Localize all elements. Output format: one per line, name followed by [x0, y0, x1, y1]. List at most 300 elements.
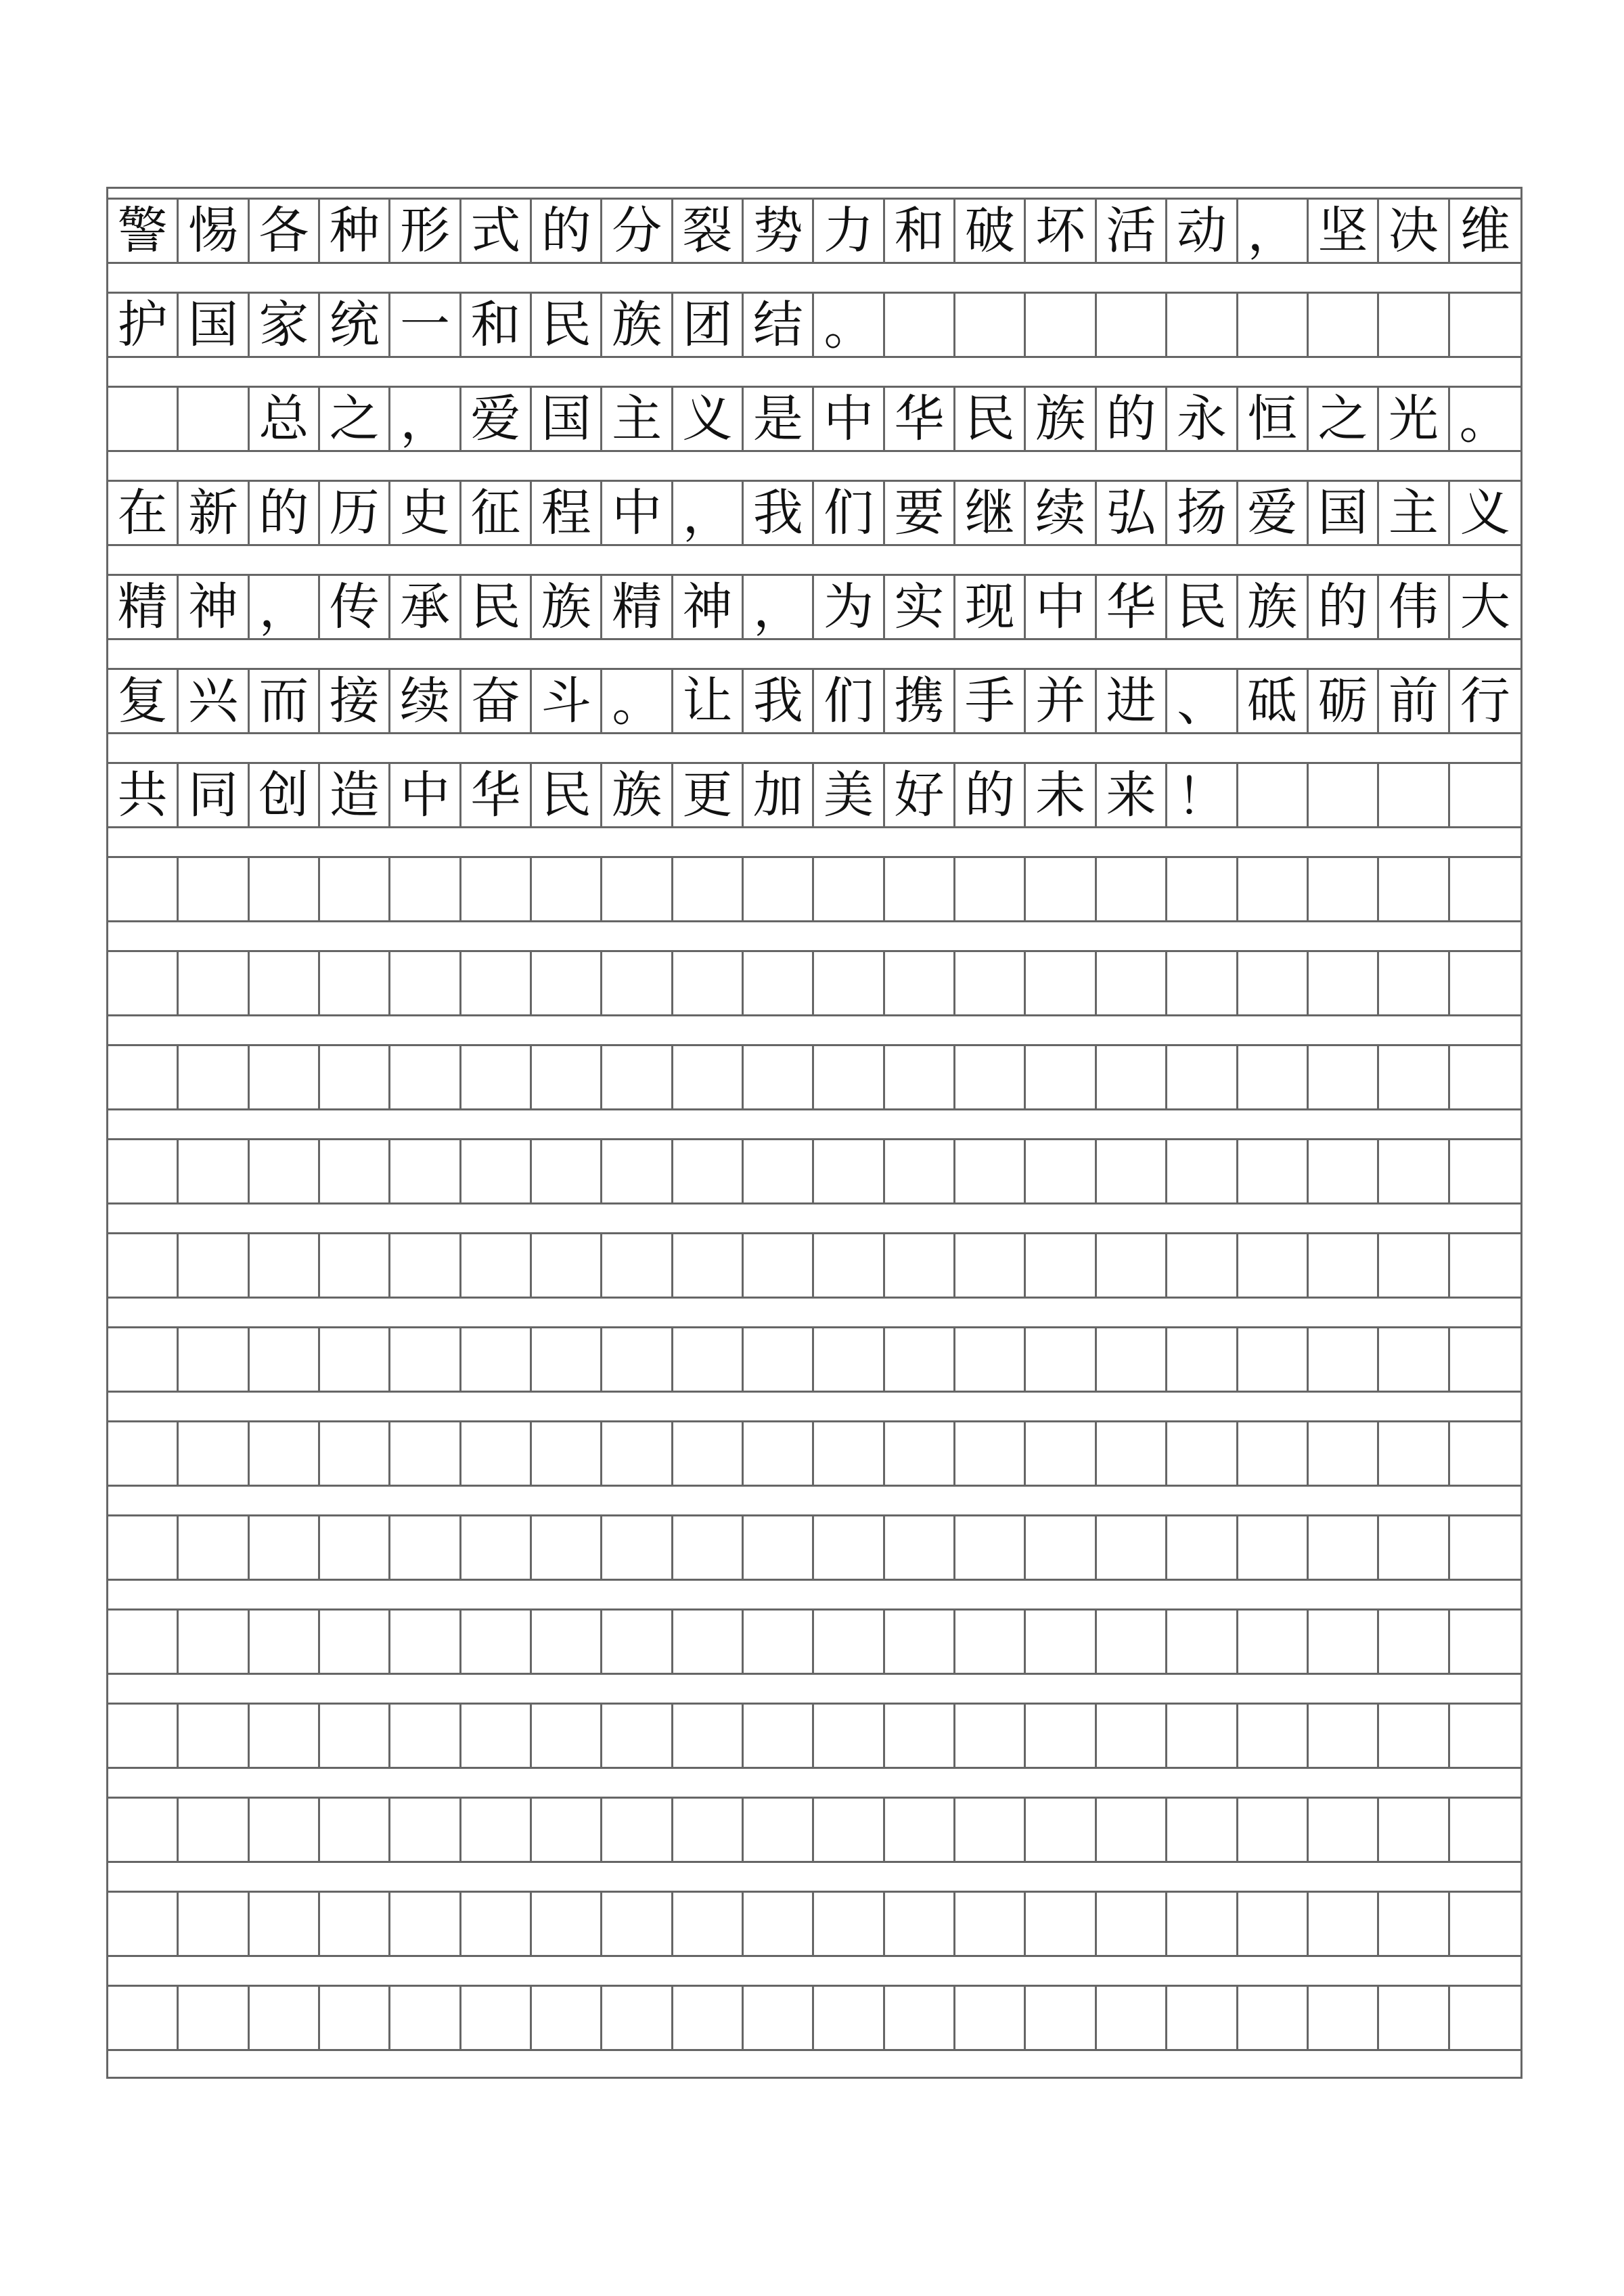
grid-cell	[673, 1705, 744, 1767]
grid-cell	[673, 1234, 744, 1297]
grid-cell: 实	[885, 576, 955, 638]
grid-cell: 好	[885, 764, 955, 826]
grid-cell: 的	[250, 482, 320, 544]
grid-cell: 光	[1379, 388, 1449, 450]
grid-cell	[1167, 1987, 1238, 2049]
grid-cell: 结	[744, 294, 814, 356]
grid-cell	[1450, 952, 1520, 1014]
grid-cell: 弘	[1097, 482, 1167, 544]
grid-row	[108, 1420, 1520, 1487]
grid-cell	[673, 1611, 744, 1673]
grid-row	[108, 668, 1520, 734]
grid-cell	[1379, 1046, 1449, 1108]
grid-row	[108, 1797, 1520, 1863]
grid-cell	[1450, 1234, 1520, 1297]
grid-cell	[955, 1799, 1026, 1861]
grid-row	[108, 386, 1520, 452]
grid-cell	[179, 1046, 249, 1108]
grid-cell	[1026, 1516, 1096, 1579]
grid-cell	[1097, 1140, 1167, 1202]
grid-cell	[532, 1893, 602, 1955]
grid-cell	[250, 1328, 320, 1391]
grid-cell: 中	[1026, 576, 1096, 638]
grid-cell	[1097, 1234, 1167, 1297]
grid-cell	[885, 1516, 955, 1579]
grid-cell	[744, 1328, 814, 1391]
grid-cell	[250, 858, 320, 920]
grid-cell	[1450, 294, 1520, 356]
grid-cell	[955, 1893, 1026, 1955]
grid-row	[108, 1044, 1520, 1110]
grid-cell: 手	[955, 670, 1026, 732]
grid-cell	[1097, 1799, 1167, 1861]
grid-cell	[390, 1234, 461, 1297]
grid-cell	[673, 1422, 744, 1485]
grid-cell: 民	[532, 294, 602, 356]
grid-cell	[461, 1140, 532, 1202]
grid-cell: 们	[814, 482, 884, 544]
grid-cell	[1238, 1799, 1309, 1861]
grid-cell: 让	[673, 670, 744, 732]
grid-cell	[1167, 1140, 1238, 1202]
grid-cell	[461, 858, 532, 920]
grid-cell: 国	[1309, 482, 1379, 544]
grid-cell: 团	[673, 294, 744, 356]
grid-cell: 主	[602, 388, 673, 450]
grid-cell	[955, 858, 1026, 920]
grid-cell: 。	[1459, 392, 1510, 450]
grid-cell	[1238, 1422, 1309, 1485]
grid-cell	[108, 1799, 179, 1861]
grid-cell: 民	[461, 576, 532, 638]
grid-cell	[1167, 294, 1238, 356]
grid-cell	[814, 1422, 884, 1485]
grid-cell	[885, 858, 955, 920]
grid-cell	[1309, 1516, 1379, 1579]
grid-cell	[1309, 1046, 1379, 1108]
grid-cell: 的	[532, 200, 602, 262]
grid-row	[108, 1703, 1520, 1769]
grid-cell: 爱	[461, 388, 532, 450]
grid-cell: 国	[532, 388, 602, 450]
grid-cell: 族	[532, 576, 602, 638]
grid-cell	[1026, 1611, 1096, 1673]
grid-cell	[885, 1893, 955, 1955]
grid-cell: 家	[250, 294, 320, 356]
grid-cell: 永	[1167, 388, 1238, 450]
grid-cell	[1450, 1046, 1520, 1108]
grid-cell	[1379, 1140, 1449, 1202]
grid-cell	[1238, 1516, 1309, 1579]
grid-cell: 义	[673, 388, 744, 450]
grid-cell: 护	[108, 294, 179, 356]
grid-cell	[1450, 1611, 1520, 1673]
grid-cell: 神	[673, 576, 744, 638]
grid-cell: 行	[1460, 672, 1510, 730]
grid-cell	[532, 952, 602, 1014]
grid-cell	[1450, 1140, 1520, 1202]
grid-cell: 民	[1167, 576, 1238, 638]
grid-cell	[390, 1705, 461, 1767]
grid-cell	[1097, 1987, 1167, 2049]
grid-cell: 造	[320, 764, 390, 826]
grid-cell	[108, 952, 179, 1014]
grid-cell	[673, 1516, 744, 1579]
grid-cell	[602, 1234, 673, 1297]
grid-cell: 兴	[179, 670, 249, 732]
grid-cell: 新	[179, 482, 249, 544]
grid-cell	[1238, 1234, 1309, 1297]
grid-cell	[744, 952, 814, 1014]
grid-cell	[108, 1705, 179, 1767]
grid-cell	[179, 1987, 249, 2049]
grid-cell: 族	[1238, 576, 1309, 638]
grid-cell: 程	[532, 482, 602, 544]
grid-cell	[461, 1611, 532, 1673]
grid-cell	[250, 1987, 320, 2049]
grid-cell	[1097, 1046, 1167, 1108]
grid-row	[108, 1232, 1520, 1299]
grid-cell: 在	[108, 482, 179, 544]
grid-cell: 继	[955, 482, 1026, 544]
grid-cell	[1379, 294, 1449, 356]
grid-cell	[1097, 1611, 1167, 1673]
grid-cell: 华	[461, 764, 532, 826]
grid-cell	[673, 858, 744, 920]
grid-cell: 族	[602, 294, 673, 356]
grid-cell	[1309, 858, 1379, 920]
grid-cell: 要	[885, 482, 955, 544]
grid-cell	[955, 1046, 1026, 1108]
grid-cell	[461, 952, 532, 1014]
grid-cell	[673, 952, 744, 1014]
grid-cell	[179, 1234, 249, 1297]
grid-cell	[1167, 1422, 1238, 1485]
grid-cell: 族	[602, 764, 673, 826]
grid-cell	[814, 1611, 884, 1673]
grid-cell	[1026, 858, 1096, 920]
grid-cell	[814, 1987, 884, 2049]
grid-cell	[744, 1893, 814, 1955]
grid-cell: ，	[1238, 200, 1309, 262]
grid-cell	[744, 1516, 814, 1579]
grid-cell	[390, 1611, 461, 1673]
grid-cell	[602, 858, 673, 920]
grid-cell: 中	[602, 482, 673, 544]
grid-cell: 一	[390, 294, 461, 356]
grid-cell	[1167, 1046, 1238, 1108]
grid-cell	[1450, 1893, 1520, 1955]
grid-cell: 奋	[461, 670, 532, 732]
grid-cell	[1097, 1328, 1167, 1391]
grid-cell	[1026, 1705, 1096, 1767]
grid-cell	[461, 1893, 532, 1955]
grid-cell: 。	[602, 670, 673, 732]
grid-cell	[1026, 1987, 1096, 2049]
grid-cell	[955, 1705, 1026, 1767]
grid-cell	[673, 1140, 744, 1202]
grid-cell	[108, 1234, 179, 1297]
grid-cell	[1026, 1799, 1096, 1861]
grid-cell	[532, 1046, 602, 1108]
grid-cell	[1097, 1516, 1167, 1579]
grid-cell	[1450, 1705, 1520, 1767]
grid-cell	[390, 1046, 461, 1108]
grid-cell: 来	[1097, 764, 1167, 826]
grid-cell	[1026, 1422, 1096, 1485]
grid-cell	[108, 1422, 179, 1485]
grid-cell	[1379, 1893, 1449, 1955]
grid-cell: 复	[108, 670, 179, 732]
grid-cell	[602, 1893, 673, 1955]
grid-cell: 华	[1097, 576, 1167, 638]
grid-cell: 族	[1026, 388, 1096, 450]
grid-cell	[1379, 1799, 1449, 1861]
grid-cell: 砺	[1309, 670, 1379, 732]
grid-cell	[108, 1516, 179, 1579]
grid-cell	[320, 858, 390, 920]
grid-cell	[1026, 1893, 1096, 1955]
grid-cell	[1309, 952, 1379, 1014]
grid-cell	[1026, 952, 1096, 1014]
grid-cell	[885, 1799, 955, 1861]
grid-cell: 续	[1026, 482, 1096, 544]
grid-cell	[320, 1422, 390, 1485]
grid-cell	[1309, 1140, 1379, 1202]
grid-cell	[461, 1234, 532, 1297]
grid-cell: 而	[250, 670, 320, 732]
grid-row	[108, 856, 1520, 922]
grid-cell	[885, 1046, 955, 1108]
grid-cell	[1450, 1987, 1520, 2049]
grid-cell: 我	[744, 482, 814, 544]
grid-cell	[955, 1516, 1026, 1579]
grid-cell	[1238, 952, 1309, 1014]
grid-cell: 为	[814, 576, 884, 638]
grid-cell	[814, 1705, 884, 1767]
grid-cell: 的	[1097, 388, 1167, 450]
grid-cell: 和	[885, 200, 955, 262]
grid-cell	[532, 1987, 602, 2049]
grid-cell	[390, 1140, 461, 1202]
grid-cell	[602, 1799, 673, 1861]
grid-cell	[390, 858, 461, 920]
grid-cell	[1379, 858, 1449, 920]
grid-cell	[250, 1516, 320, 1579]
grid-cell	[1167, 1893, 1238, 1955]
grid-cell	[1309, 1893, 1379, 1955]
grid-cell	[673, 1046, 744, 1108]
grid-cell: 动	[1167, 200, 1238, 262]
grid-cell	[814, 1799, 884, 1861]
grid-cell: 势	[744, 200, 814, 262]
grid-cell	[461, 1422, 532, 1485]
grid-cell	[744, 1987, 814, 2049]
grid-cell: 是	[744, 388, 814, 450]
grid-cell	[1379, 1705, 1449, 1767]
grid-cell: 征	[461, 482, 532, 544]
grid-cell	[673, 1799, 744, 1861]
grid-cell	[955, 1328, 1026, 1391]
grid-cell	[532, 1799, 602, 1861]
grid-cell: 种	[320, 200, 390, 262]
grid-cell	[532, 1516, 602, 1579]
grid-cell: 坚	[1309, 200, 1379, 262]
grid-cell	[1097, 952, 1167, 1014]
grid-cell: 、	[1167, 670, 1238, 732]
grid-cell	[673, 1987, 744, 2049]
grid-cell	[179, 952, 249, 1014]
grid-cell	[179, 388, 249, 450]
grid-cell: 力	[814, 200, 884, 262]
grid-cell	[1379, 1422, 1449, 1485]
grid-cell	[532, 1140, 602, 1202]
grid-cell	[320, 1799, 390, 1861]
grid-cell	[1026, 294, 1096, 356]
grid-cell	[179, 1705, 249, 1767]
grid-cell	[390, 952, 461, 1014]
grid-cell	[1167, 858, 1238, 920]
grid-cell	[108, 388, 179, 450]
grid-row	[108, 1326, 1520, 1393]
grid-cell: 民	[955, 388, 1026, 450]
grid-cell	[250, 1799, 320, 1861]
grid-cell: 之	[1309, 388, 1379, 450]
grid-cell: 统	[320, 294, 390, 356]
grid-cell	[250, 1611, 320, 1673]
grid-cell	[955, 1234, 1026, 1297]
grid-cell	[461, 1046, 532, 1108]
grid-cell	[602, 1046, 673, 1108]
grid-cell: 接	[320, 670, 390, 732]
grid-cell	[250, 1893, 320, 1955]
grid-cell: 的	[1309, 576, 1379, 638]
grid-cell	[390, 1328, 461, 1391]
grid-cell: 爱	[1238, 482, 1309, 544]
grid-cell	[955, 952, 1026, 1014]
grid-cell: 伟	[1379, 576, 1449, 638]
grid-row	[108, 480, 1520, 546]
grid-cell	[179, 1516, 249, 1579]
grid-cell	[532, 1422, 602, 1485]
grid-cell: 的	[955, 764, 1026, 826]
grid-cell	[532, 858, 602, 920]
grid-cell	[1238, 1987, 1309, 2049]
grid-cell: 精	[108, 576, 179, 638]
grid-cell	[250, 1705, 320, 1767]
grid-cell	[885, 1611, 955, 1673]
grid-cell	[1450, 1328, 1520, 1391]
grid-cell	[108, 1046, 179, 1108]
grid-cell	[744, 1140, 814, 1202]
grid-cell	[744, 1611, 814, 1673]
grid-cell	[1379, 952, 1449, 1014]
grid-cell	[744, 1422, 814, 1485]
grid-cell: 我	[744, 670, 814, 732]
grid-cell	[1309, 1328, 1379, 1391]
grid-cell	[108, 1140, 179, 1202]
manuscript-grid-paper	[106, 187, 1522, 2079]
grid-cell: 华	[885, 388, 955, 450]
grid-cell	[461, 1328, 532, 1391]
grid-cell	[673, 1893, 744, 1955]
grid-cell	[1450, 1422, 1520, 1485]
grid-cell: ，	[250, 576, 320, 638]
grid-cell	[1167, 1705, 1238, 1767]
grid-cell	[1450, 1799, 1520, 1861]
grid-cell: 活	[1097, 200, 1167, 262]
grid-cell	[1238, 1328, 1309, 1391]
grid-cell	[320, 952, 390, 1014]
grid-cell	[179, 1328, 249, 1391]
grid-cell	[602, 1611, 673, 1673]
grid-cell: 。	[814, 294, 884, 356]
grid-cell	[1309, 1799, 1379, 1861]
grid-cell	[885, 1987, 955, 2049]
grid-cell	[250, 1140, 320, 1202]
grid-cell	[461, 1705, 532, 1767]
grid-cell: 决	[1379, 200, 1449, 262]
grid-cell: 们	[814, 670, 884, 732]
grid-cell	[1097, 1893, 1167, 1955]
grid-cell	[390, 1987, 461, 2049]
grid-cell: ，	[744, 576, 814, 638]
grid-cell: 总	[250, 388, 320, 450]
grid-cell	[744, 1234, 814, 1297]
grid-cell	[1167, 1516, 1238, 1579]
grid-cell	[250, 1046, 320, 1108]
grid-cell: 共	[108, 764, 179, 826]
grid-cell	[1379, 764, 1449, 826]
grid-cell	[885, 1140, 955, 1202]
grid-cell	[320, 1140, 390, 1202]
grid-cell	[108, 1611, 179, 1673]
grid-cell: 恒	[1238, 388, 1309, 450]
grid-cell	[1026, 1046, 1096, 1108]
grid-cell: 维	[1460, 202, 1510, 260]
grid-cell	[532, 1328, 602, 1391]
grid-cell: 民	[532, 764, 602, 826]
grid-cell	[1309, 1234, 1379, 1297]
grid-cell	[955, 1987, 1026, 2049]
grid-cell	[108, 1987, 179, 2049]
grid-cell	[1238, 858, 1309, 920]
grid-cell	[320, 1234, 390, 1297]
grid-cell	[108, 1328, 179, 1391]
grid-cell	[814, 1893, 884, 1955]
grid-cell	[461, 1799, 532, 1861]
grid-row	[108, 292, 1520, 358]
grid-cell	[461, 1987, 532, 2049]
grid-row	[108, 574, 1520, 640]
grid-cell: 扬	[1167, 482, 1238, 544]
grid-cell: 前	[1379, 670, 1449, 732]
grid-cell	[1097, 1422, 1167, 1485]
grid-cell	[885, 294, 955, 356]
grid-cell	[1097, 858, 1167, 920]
grid-row	[108, 762, 1520, 828]
grid-cell	[250, 1234, 320, 1297]
grid-cell: 携	[885, 670, 955, 732]
grid-row	[108, 1608, 1520, 1675]
grid-cell	[1238, 1705, 1309, 1767]
grid-row	[108, 198, 1520, 264]
grid-cell	[744, 1799, 814, 1861]
grid-cell: 国	[179, 294, 249, 356]
grid-cell	[814, 1234, 884, 1297]
grid-cell	[814, 1140, 884, 1202]
grid-cell	[814, 1328, 884, 1391]
